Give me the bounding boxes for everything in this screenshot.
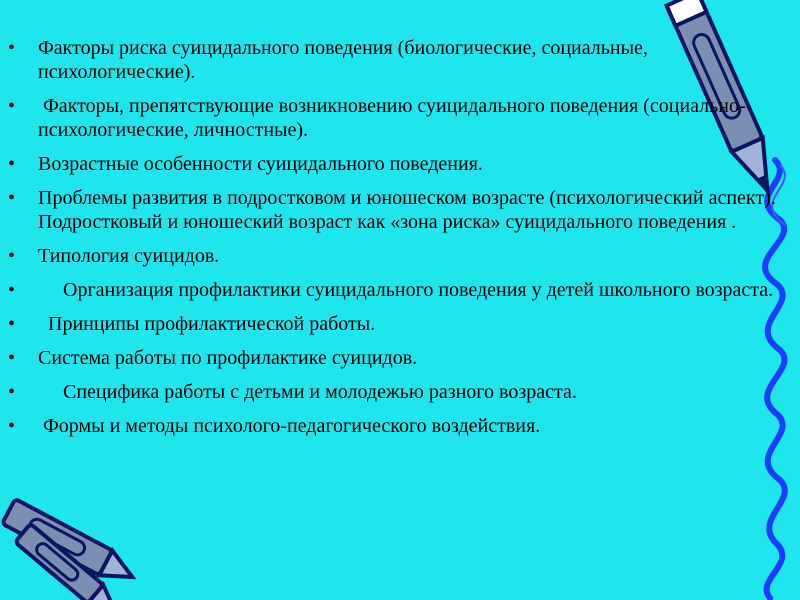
topic-list bbox=[8, 36, 781, 448]
list-item-text: Факторы риска суицидального поведения (биологические, социальные, психологические). bbox=[38, 37, 653, 83]
list-item-text: Организация профилактики суицидального поведения у детей школьного возраста. bbox=[38, 279, 774, 301]
bullet-icon: • bbox=[8, 187, 16, 209]
bullet-icon: • bbox=[8, 245, 16, 267]
bullet-icon: • bbox=[8, 415, 16, 437]
list-item bbox=[8, 152, 778, 176]
list-item bbox=[8, 94, 778, 142]
list-item bbox=[8, 244, 778, 268]
bullet-icon: • bbox=[8, 381, 16, 403]
list-item bbox=[8, 186, 781, 234]
bullet-icon: • bbox=[8, 279, 16, 301]
list-item-text: Специфика работы с детьми и молодежью разного возраста. bbox=[38, 381, 577, 403]
bullet-icon: • bbox=[8, 313, 16, 335]
bullet-icon: • bbox=[8, 37, 16, 59]
bullet-icon: • bbox=[8, 153, 16, 175]
list-item-text: Возрастные особенности суицидального поведения. bbox=[38, 153, 483, 175]
list-item-text: Факторы, препятствующие возникновению суицидального поведения (социально-психологические, личностные). bbox=[38, 95, 746, 141]
list-item bbox=[8, 312, 778, 336]
list-item-text: Принципы профилактической работы. bbox=[38, 313, 376, 335]
list-item-text: Типология суицидов. bbox=[38, 245, 220, 267]
list-item bbox=[8, 36, 778, 84]
list-item bbox=[8, 380, 778, 404]
list-item bbox=[8, 414, 778, 438]
list-item bbox=[8, 346, 778, 370]
list-item-text: Система работы по профилактике суицидов. bbox=[38, 347, 418, 369]
list-item bbox=[8, 278, 778, 302]
pencils-icon bbox=[0, 490, 140, 600]
list-item-text: Проблемы развития в подростковом и юношеском возрасте (психологический аспект). Подростковый и юношеский возраст как «зона риска» суицидального поведения . bbox=[38, 187, 781, 233]
bullet-icon: • bbox=[8, 347, 16, 369]
list-item-text: Формы и методы психолого-педагогического воздействия. bbox=[38, 415, 541, 437]
bullet-icon: • bbox=[8, 95, 16, 117]
